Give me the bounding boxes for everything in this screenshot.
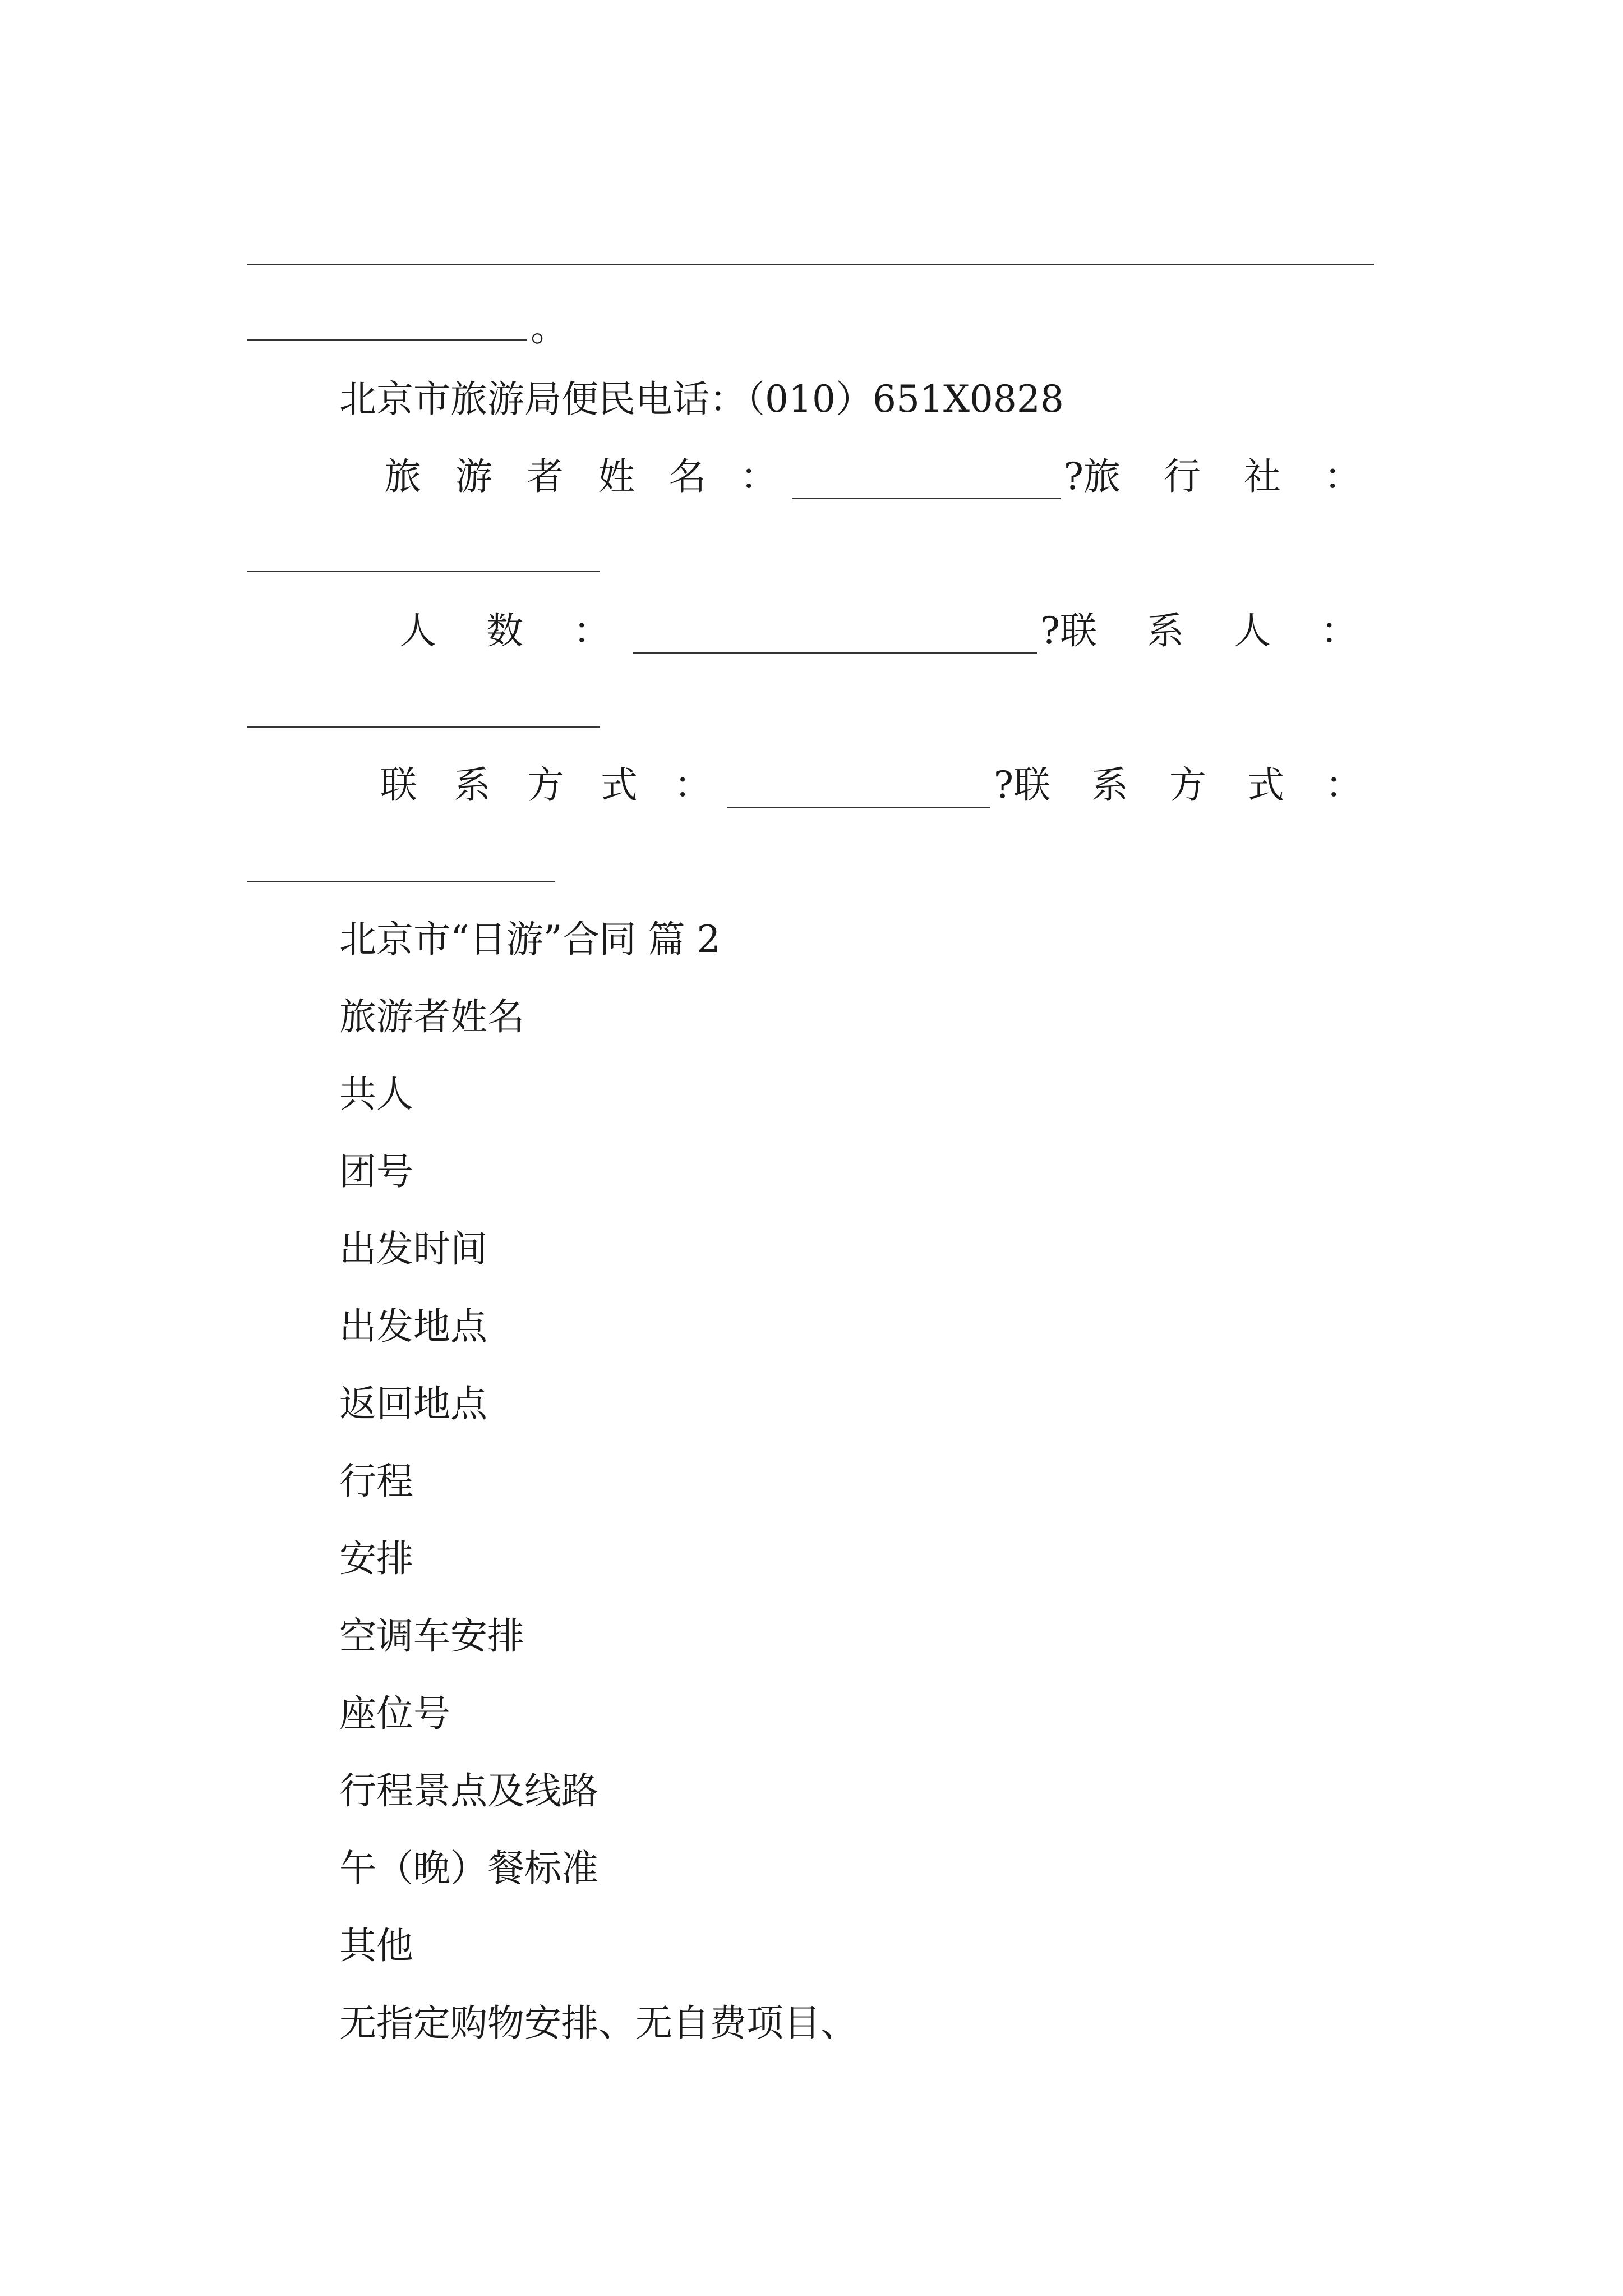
blank-contact-method[interactable] — [727, 773, 990, 808]
label-contact-method: 联 系 方 式 ： — [380, 763, 723, 807]
list-item: 无指定购物安排、无自费项目、 — [339, 2001, 857, 2045]
form-row-contact — [380, 763, 1377, 808]
label-traveler-name: 旅 游 者 姓 名 ： — [384, 455, 789, 498]
list-item: 其他 — [339, 1924, 413, 1967]
list-item: 行程 — [339, 1460, 413, 1503]
list-item: 座位号 — [339, 1692, 450, 1735]
list-item: 出发地点 — [339, 1305, 487, 1348]
list-item: 返回地点 — [339, 1382, 487, 1425]
blank-count[interactable] — [633, 619, 1037, 654]
blank-contact-method-2[interactable] — [247, 881, 555, 882]
end-mark: 。 — [531, 306, 568, 349]
label-agency: 旅 行 社 ： — [1083, 455, 1377, 498]
list-item: 旅游者姓名 — [339, 995, 524, 1038]
section-title: 北京市“日游”合同 篇 2 — [339, 918, 721, 961]
list-item: 行程景点及线路 — [339, 1769, 598, 1812]
label-contact-person: 联 系 人 ： — [1060, 609, 1377, 652]
separator-mark: ? — [1063, 455, 1084, 498]
list-item: 安排 — [339, 1537, 413, 1580]
list-item: 共人 — [339, 1073, 413, 1116]
list-item: 出发时间 — [339, 1227, 487, 1271]
blank-underline — [247, 306, 527, 341]
separator-mark: ? — [993, 763, 1014, 807]
label-contact-method-2: 联 系 方 式 ： — [1013, 763, 1377, 807]
list-item: 午（晚）餐标准 — [339, 1847, 598, 1890]
form-row-count — [399, 609, 1377, 654]
form-row-traveler — [384, 454, 1377, 499]
hotline-text: 北京市旅游局便民电话：（010）651X0828 — [339, 378, 1064, 421]
separator-mark: ? — [1040, 609, 1061, 652]
blank-traveler-name[interactable] — [792, 464, 1061, 499]
blank-contact-person[interactable] — [247, 726, 600, 728]
fill-in-line-full — [247, 264, 1374, 265]
fill-in-line-end — [247, 306, 568, 351]
list-item: 空调车安排 — [339, 1614, 524, 1658]
list-item: 团号 — [339, 1150, 413, 1193]
blank-agency[interactable] — [247, 571, 600, 572]
label-count: 人 数 ： — [399, 609, 629, 652]
